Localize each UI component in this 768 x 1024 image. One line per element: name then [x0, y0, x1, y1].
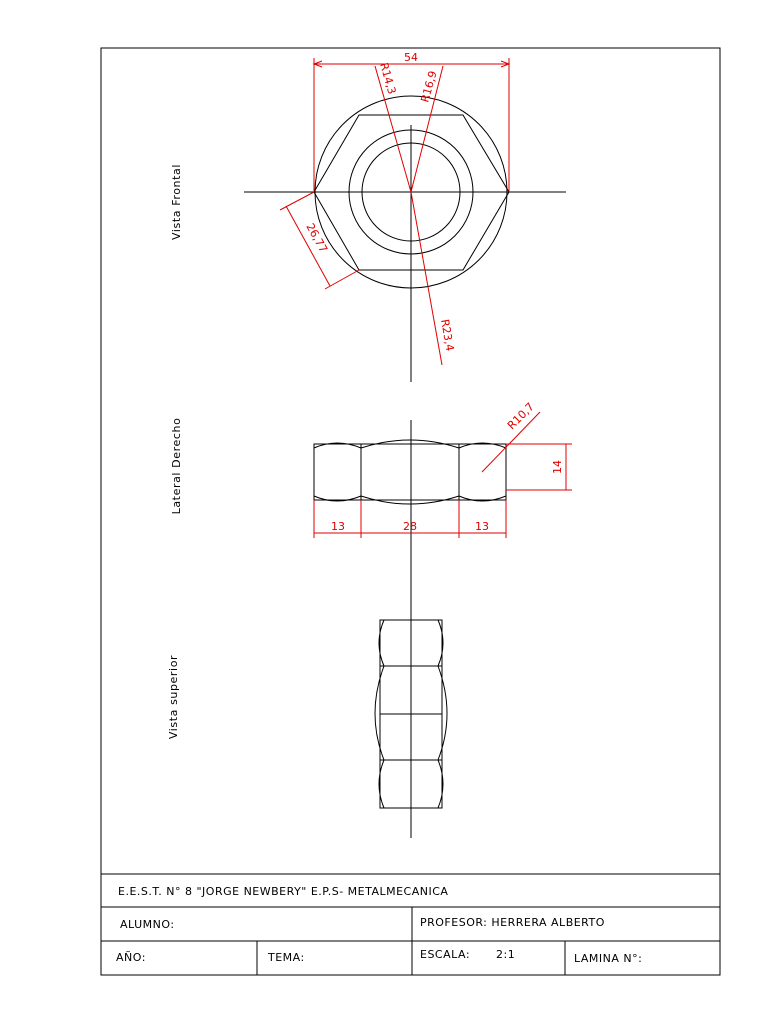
dim-r10-text: R10,7	[504, 400, 537, 433]
dim-r23-text: R23,4	[438, 318, 457, 353]
year-label: AÑO:	[116, 951, 146, 964]
side-view-label: Lateral Derecho	[170, 417, 183, 515]
dim-26-ext-b	[325, 270, 359, 289]
dim-r23-leader	[411, 192, 442, 365]
front-view	[244, 96, 566, 382]
front-view-label: Vista Frontal	[170, 163, 183, 241]
dim-13b-text: 13	[475, 520, 489, 533]
scale-label: ESCALA:	[420, 948, 471, 961]
front-dimensions	[280, 51, 509, 365]
top-view	[375, 600, 447, 838]
side-view	[314, 420, 506, 610]
top-view-label: Vista superior	[167, 654, 180, 740]
scale-value: 2:1	[496, 948, 516, 961]
side-body	[314, 444, 506, 500]
dim-28-text: 28	[403, 520, 417, 533]
topic-label: TEMA:	[268, 951, 305, 964]
dim-r14-text: R14,3	[377, 61, 399, 96]
dim-26-text: 26,77	[303, 221, 331, 256]
student-label: ALUMNO:	[120, 918, 175, 931]
dim-54-text: 54	[404, 51, 418, 64]
sheet-label: LAMINA N°:	[574, 952, 643, 965]
dim-r16-text: R16,9	[418, 69, 440, 104]
teacher-label: PROFESOR: HERRERA ALBERTO	[420, 916, 605, 929]
school-name: E.E.S.T. N° 8 "JORGE NEWBERY" E.P.S- METALMECANICA	[118, 885, 449, 898]
dim-26-ext-a	[280, 192, 314, 210]
side-dimensions	[314, 400, 572, 538]
title-block	[101, 874, 720, 975]
dim-14-text: 14	[551, 460, 564, 474]
dim-13a-text: 13	[331, 520, 345, 533]
